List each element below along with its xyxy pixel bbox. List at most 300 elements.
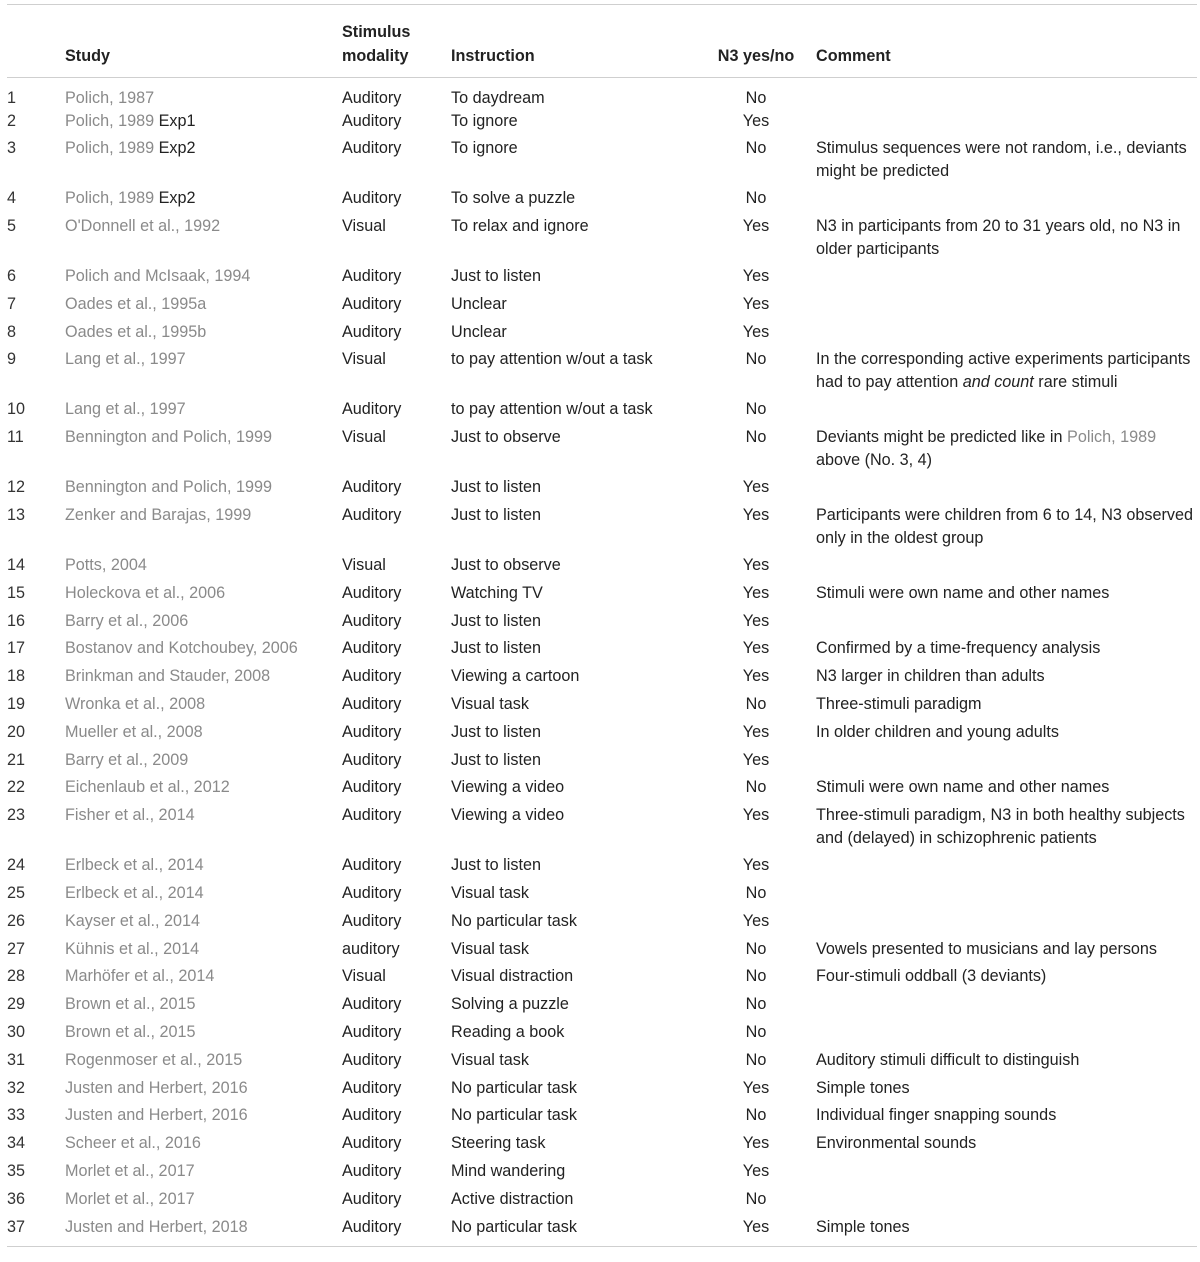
row-number: 31 bbox=[7, 1050, 26, 1069]
n3-cell: Yes bbox=[742, 583, 770, 602]
study-citation-link[interactable]: Eichenlaub et al., 2012 bbox=[65, 778, 230, 797]
comment-cell bbox=[816, 293, 1197, 321]
comment-cell bbox=[816, 582, 1197, 610]
row-number: 23 bbox=[7, 806, 26, 825]
instruction-cell: Viewing a video bbox=[451, 806, 565, 825]
comment-text: N3 in participants from 20 to 31 years old, no N3 in older participants bbox=[816, 217, 1181, 258]
study-citation-link[interactable]: Justen and Herbert, 2016 bbox=[65, 1106, 248, 1125]
header-number bbox=[7, 5, 65, 78]
study-cell bbox=[65, 554, 342, 582]
row-number: 2 bbox=[7, 111, 17, 130]
instruction-cell: Just to listen bbox=[451, 506, 541, 525]
comment-text: In older children and young adults bbox=[816, 722, 1059, 741]
study-cell bbox=[65, 1188, 342, 1216]
row-number: 3 bbox=[7, 139, 17, 158]
instruction-cell: No particular task bbox=[451, 911, 577, 930]
n3-cell: Yes bbox=[742, 611, 770, 630]
table-row bbox=[7, 348, 1197, 398]
instruction-cell: To ignore bbox=[451, 139, 518, 158]
study-cell bbox=[65, 321, 342, 349]
instruction-cell: Just to listen bbox=[451, 856, 541, 875]
table-row bbox=[7, 993, 1197, 1021]
modality-cell: Auditory bbox=[342, 611, 402, 630]
comment-text: Stimuli were own name and other names bbox=[816, 583, 1110, 602]
modality-cell: Auditory bbox=[342, 111, 402, 130]
n3-cell: No bbox=[745, 1106, 767, 1125]
row-number: 20 bbox=[7, 722, 26, 741]
modality-cell: auditory bbox=[342, 939, 400, 958]
n3-cell: Yes bbox=[742, 217, 770, 236]
modality-cell: Auditory bbox=[342, 911, 402, 930]
study-citation-link[interactable]: Barry et al., 2009 bbox=[65, 750, 189, 769]
modality-cell: Auditory bbox=[342, 695, 402, 714]
study-cell bbox=[65, 215, 342, 265]
header-study: Study bbox=[65, 47, 110, 65]
n3-cell: Yes bbox=[742, 911, 770, 930]
table-body bbox=[7, 78, 1197, 1247]
study-citation-link[interactable]: Lang et al., 1997 bbox=[65, 350, 186, 369]
modality-cell: Auditory bbox=[342, 856, 402, 875]
n3-cell: Yes bbox=[742, 1078, 770, 1097]
study-citation-link[interactable]: Bennington and Polich, 1999 bbox=[65, 478, 273, 497]
table-row bbox=[7, 582, 1197, 610]
comment-cell bbox=[816, 693, 1197, 721]
study-cell bbox=[65, 804, 342, 854]
row-number: 22 bbox=[7, 778, 26, 797]
study-citation-link[interactable]: Holeckova et al., 2006 bbox=[65, 583, 226, 602]
row-number: 30 bbox=[7, 1023, 26, 1042]
comment-cell bbox=[816, 215, 1197, 265]
comment-text: Environmental sounds bbox=[816, 1134, 977, 1153]
modality-cell: Auditory bbox=[342, 1134, 402, 1153]
comment-cell bbox=[816, 938, 1197, 966]
study-cell bbox=[65, 993, 342, 1021]
instruction-cell: No particular task bbox=[451, 1078, 577, 1097]
table-row bbox=[7, 265, 1197, 293]
study-citation-link[interactable]: Justen and Herbert, 2016 bbox=[65, 1078, 248, 1097]
comment-text: Stimuli were own name and other names bbox=[816, 778, 1110, 797]
modality-cell: Auditory bbox=[342, 478, 402, 497]
table-row bbox=[7, 293, 1197, 321]
study-citation-link[interactable]: Oades et al., 1995a bbox=[65, 294, 207, 313]
comment-text: Auditory stimuli difficult to distinguish bbox=[816, 1050, 1080, 1069]
n3-cell: Yes bbox=[742, 322, 770, 341]
study-citation-link[interactable]: Brown et al., 2015 bbox=[65, 1023, 196, 1042]
modality-cell: Auditory bbox=[342, 294, 402, 313]
comment-cell bbox=[816, 476, 1197, 504]
study-cell bbox=[65, 1132, 342, 1160]
modality-cell: Auditory bbox=[342, 322, 402, 341]
n3-cell: No bbox=[745, 350, 767, 369]
row-number: 34 bbox=[7, 1134, 26, 1153]
study-citation-link[interactable]: Morlet et al., 2017 bbox=[65, 1189, 195, 1208]
n3-cell: Yes bbox=[742, 478, 770, 497]
instruction-cell: No particular task bbox=[451, 1106, 577, 1125]
instruction-cell: Just to listen bbox=[451, 639, 541, 658]
comment-cell bbox=[816, 1132, 1197, 1160]
row-number: 11 bbox=[7, 428, 24, 447]
table-row bbox=[7, 426, 1197, 476]
study-citation-link[interactable]: O'Donnell et al., 1992 bbox=[65, 217, 221, 236]
comment-text-end: above (No. 3, 4) bbox=[816, 450, 933, 469]
study-cell bbox=[65, 293, 342, 321]
study-citation-link[interactable]: Justen and Herbert, 2018 bbox=[65, 1217, 248, 1236]
comment-cell bbox=[816, 749, 1197, 777]
n3-cell: No bbox=[745, 995, 767, 1014]
row-number: 33 bbox=[7, 1106, 26, 1125]
study-citation-link[interactable]: Zenker and Barajas, 1999 bbox=[65, 506, 252, 525]
comment-cell bbox=[816, 910, 1197, 938]
study-citation-link[interactable]: Polich, 1987 bbox=[65, 89, 155, 107]
comment-text-end: rare stimuli bbox=[1033, 372, 1118, 391]
table-row bbox=[7, 215, 1197, 265]
comment-cell bbox=[816, 348, 1197, 398]
study-citation-link[interactable]: Erlbeck et al., 2014 bbox=[65, 856, 204, 875]
row-number: 37 bbox=[7, 1217, 26, 1236]
study-cell bbox=[65, 965, 342, 993]
comment-cell bbox=[816, 993, 1197, 1021]
comment-cell bbox=[816, 1160, 1197, 1188]
table-row bbox=[7, 637, 1197, 665]
comment-cell bbox=[816, 1216, 1197, 1247]
n3-cell: No bbox=[745, 695, 767, 714]
modality-cell: Auditory bbox=[342, 1023, 402, 1042]
instruction-cell: Just to listen bbox=[451, 722, 541, 741]
header-modality-line1: Stimulus bbox=[342, 23, 411, 41]
comment-text: N3 larger in children than adults bbox=[816, 667, 1045, 686]
table-row bbox=[7, 965, 1197, 993]
instruction-cell: Solving a puzzle bbox=[451, 995, 569, 1014]
instruction-cell: Visual task bbox=[451, 939, 529, 958]
study-citation-link[interactable]: Scheer et al., 2016 bbox=[65, 1134, 201, 1153]
n3-cell: No bbox=[745, 939, 767, 958]
comment-cell bbox=[816, 1077, 1197, 1105]
comment-cell bbox=[816, 854, 1197, 882]
instruction-cell: Viewing a video bbox=[451, 778, 565, 797]
study-experiment-label: Exp2 bbox=[154, 139, 196, 158]
row-number: 12 bbox=[7, 478, 26, 497]
row-number: 27 bbox=[7, 939, 26, 958]
n3-cell: No bbox=[745, 139, 767, 158]
instruction-cell: Just to observe bbox=[451, 428, 561, 447]
study-citation-link[interactable]: Barry et al., 2006 bbox=[65, 611, 189, 630]
row-number: 7 bbox=[7, 294, 17, 313]
table-row bbox=[7, 187, 1197, 215]
study-citation-link[interactable]: Polich, 1989 bbox=[65, 139, 155, 158]
comment-cell bbox=[816, 882, 1197, 910]
study-cell bbox=[65, 1104, 342, 1132]
modality-cell: Auditory bbox=[342, 750, 402, 769]
table-row bbox=[7, 693, 1197, 721]
modality-cell: Auditory bbox=[342, 1189, 402, 1208]
comment-text: Three-stimuli paradigm, N3 in both healthy subjects and (delayed) in schizophrenic patients bbox=[816, 806, 1185, 847]
comment-cell bbox=[816, 776, 1197, 804]
table-row bbox=[7, 554, 1197, 582]
study-cell bbox=[65, 693, 342, 721]
modality-cell: Auditory bbox=[342, 583, 402, 602]
row-number: 9 bbox=[7, 350, 17, 369]
study-cell bbox=[65, 910, 342, 938]
instruction-cell: Visual distraction bbox=[451, 967, 574, 986]
row-number: 16 bbox=[7, 611, 26, 630]
modality-cell: Auditory bbox=[342, 995, 402, 1014]
instruction-cell: Just to listen bbox=[451, 267, 541, 286]
row-number: 35 bbox=[7, 1162, 26, 1181]
study-citation-link[interactable]: Polich, 1989 bbox=[65, 189, 155, 208]
table-row bbox=[7, 854, 1197, 882]
header-comment: Comment bbox=[816, 47, 891, 65]
n3-cell: Yes bbox=[742, 294, 770, 313]
comment-cell bbox=[816, 187, 1197, 215]
table-row bbox=[7, 1049, 1197, 1077]
table-row bbox=[7, 776, 1197, 804]
row-number: 21 bbox=[7, 750, 26, 769]
modality-cell: Auditory bbox=[342, 806, 402, 825]
table-row bbox=[7, 137, 1197, 187]
study-cell bbox=[65, 398, 342, 426]
modality-cell: Auditory bbox=[342, 884, 402, 903]
comment-cell bbox=[816, 1049, 1197, 1077]
n3-cell: Yes bbox=[742, 111, 770, 130]
instruction-cell: Just to listen bbox=[451, 611, 541, 630]
table-row bbox=[7, 910, 1197, 938]
study-cell bbox=[65, 476, 342, 504]
instruction-cell: Visual task bbox=[451, 884, 529, 903]
row-number: 14 bbox=[7, 556, 26, 575]
table-row bbox=[7, 665, 1197, 693]
comment-emphasis: and count bbox=[962, 372, 1034, 391]
table-row bbox=[7, 78, 1197, 110]
modality-cell: Auditory bbox=[342, 1217, 402, 1236]
comment-text: Four-stimuli oddball (3 deviants) bbox=[816, 967, 1047, 986]
row-number: 26 bbox=[7, 911, 26, 930]
table-row bbox=[7, 804, 1197, 854]
modality-cell: Auditory bbox=[342, 667, 402, 686]
row-number: 19 bbox=[7, 695, 26, 714]
study-citation-link[interactable]: Marhöfer et al., 2014 bbox=[65, 967, 215, 986]
row-number: 15 bbox=[7, 583, 26, 602]
row-number: 25 bbox=[7, 884, 26, 903]
table-row bbox=[7, 1104, 1197, 1132]
n3-cell: Yes bbox=[742, 856, 770, 875]
table-row bbox=[7, 398, 1197, 426]
n3-cell: No bbox=[745, 428, 767, 447]
row-number: 6 bbox=[7, 267, 17, 286]
study-cell bbox=[65, 1216, 342, 1247]
header-n3: N3 yes/no bbox=[717, 47, 795, 65]
study-citation-link[interactable]: Polich, 1989 bbox=[65, 111, 155, 130]
n3-cell: No bbox=[745, 778, 767, 797]
instruction-cell: Watching TV bbox=[451, 583, 543, 602]
n3-cell: Yes bbox=[742, 750, 770, 769]
comment-cell bbox=[816, 1021, 1197, 1049]
instruction-cell: Steering task bbox=[451, 1134, 546, 1153]
study-cell bbox=[65, 665, 342, 693]
study-citation-link[interactable]: Polich and McIsaak, 1994 bbox=[65, 267, 251, 286]
study-cell bbox=[65, 938, 342, 966]
comment-text: Deviants might be predicted like in bbox=[816, 428, 1068, 447]
table-row bbox=[7, 1216, 1197, 1247]
modality-cell: Auditory bbox=[342, 400, 402, 419]
modality-cell: Visual bbox=[342, 217, 386, 236]
row-number: 24 bbox=[7, 856, 26, 875]
modality-cell: Auditory bbox=[342, 639, 402, 658]
study-cell bbox=[65, 1077, 342, 1105]
comment-text: In the corresponding active experiments participants had to pay attention bbox=[816, 350, 1191, 391]
modality-cell: Auditory bbox=[342, 1106, 402, 1125]
n3-cell: Yes bbox=[742, 806, 770, 825]
n3-cell: Yes bbox=[742, 1162, 770, 1181]
instruction-cell: Unclear bbox=[451, 294, 507, 313]
n3-cell: Yes bbox=[742, 1134, 770, 1153]
n3-cell: Yes bbox=[742, 667, 770, 686]
modality-cell: Visual bbox=[342, 967, 386, 986]
study-citation-link[interactable]: Bennington and Polich, 1999 bbox=[65, 428, 273, 447]
comment-text: Participants were children from 6 to 14, N3 observed only in the oldest group bbox=[816, 506, 1193, 547]
modality-cell: Auditory bbox=[342, 506, 402, 525]
study-cell bbox=[65, 426, 342, 476]
comment-text: Vowels presented to musicians and lay persons bbox=[816, 939, 1158, 958]
comment-citation-link[interactable]: Polich, 1989 bbox=[1067, 428, 1157, 447]
modality-cell: Auditory bbox=[342, 139, 402, 158]
table-row bbox=[7, 1132, 1197, 1160]
instruction-cell: Viewing a cartoon bbox=[451, 667, 580, 686]
comment-cell bbox=[816, 321, 1197, 349]
study-cell bbox=[65, 854, 342, 882]
table-row bbox=[7, 110, 1197, 138]
header-modality bbox=[342, 5, 451, 78]
comment-cell bbox=[816, 137, 1197, 187]
row-number: 17 bbox=[7, 639, 26, 658]
study-cell bbox=[65, 1021, 342, 1049]
instruction-cell: Reading a book bbox=[451, 1023, 565, 1042]
study-citation-link[interactable]: Wronka et al., 2008 bbox=[65, 695, 206, 714]
study-citation-link[interactable]: Brinkman and Stauder, 2008 bbox=[65, 667, 271, 686]
modality-cell: Auditory bbox=[342, 778, 402, 797]
instruction-cell: To relax and ignore bbox=[451, 217, 589, 236]
study-cell bbox=[65, 187, 342, 215]
study-cell bbox=[65, 637, 342, 665]
study-cell bbox=[65, 348, 342, 398]
study-cell bbox=[65, 1160, 342, 1188]
table-row bbox=[7, 1021, 1197, 1049]
comment-cell bbox=[816, 398, 1197, 426]
table-row bbox=[7, 321, 1197, 349]
study-citation-link[interactable]: Erlbeck et al., 2014 bbox=[65, 884, 204, 903]
comment-cell bbox=[816, 265, 1197, 293]
study-cell bbox=[65, 137, 342, 187]
study-citation-link[interactable]: Bostanov and Kotchoubey, 2006 bbox=[65, 639, 298, 658]
study-cell bbox=[65, 882, 342, 910]
study-citation-link[interactable]: Brown et al., 2015 bbox=[65, 995, 196, 1014]
study-citation-link[interactable]: Mueller et al., 2008 bbox=[65, 722, 203, 741]
row-number: 10 bbox=[7, 400, 26, 419]
comment-cell bbox=[816, 637, 1197, 665]
study-cell bbox=[65, 78, 342, 110]
comment-text: Stimulus sequences were not random, i.e., deviants might be predicted bbox=[816, 139, 1187, 180]
table-row bbox=[7, 749, 1197, 777]
comment-cell bbox=[816, 610, 1197, 638]
instruction-cell: To daydream bbox=[451, 89, 545, 107]
n3-cell: No bbox=[745, 400, 767, 419]
comment-cell bbox=[816, 804, 1197, 854]
table-row bbox=[7, 476, 1197, 504]
row-number: 29 bbox=[7, 995, 26, 1014]
n3-cell: Yes bbox=[742, 506, 770, 525]
study-citation-link[interactable]: Morlet et al., 2017 bbox=[65, 1162, 195, 1181]
header-instruction: Instruction bbox=[451, 47, 535, 65]
study-citation-link[interactable]: Rogenmoser et al., 2015 bbox=[65, 1050, 243, 1069]
modality-cell: Visual bbox=[342, 428, 386, 447]
modality-cell: Visual bbox=[342, 556, 386, 575]
row-number: 36 bbox=[7, 1189, 26, 1208]
table-row bbox=[7, 610, 1197, 638]
study-citation-link[interactable]: Fisher et al., 2014 bbox=[65, 806, 195, 825]
instruction-cell: Visual task bbox=[451, 695, 529, 714]
table-row bbox=[7, 1188, 1197, 1216]
n3-cell: No bbox=[745, 884, 767, 903]
instruction-cell: to pay attention w/out a task bbox=[451, 350, 653, 369]
table-row bbox=[7, 504, 1197, 554]
study-citation-link[interactable]: Oades et al., 1995b bbox=[65, 322, 207, 341]
studies-table bbox=[7, 4, 1197, 1247]
comment-cell bbox=[816, 965, 1197, 993]
table-row bbox=[7, 938, 1197, 966]
study-cell bbox=[65, 610, 342, 638]
table-row bbox=[7, 1160, 1197, 1188]
row-number: 28 bbox=[7, 967, 26, 986]
comment-text: Simple tones bbox=[816, 1217, 910, 1236]
row-number: 8 bbox=[7, 322, 17, 341]
row-number: 18 bbox=[7, 667, 26, 686]
instruction-cell: Just to observe bbox=[451, 556, 561, 575]
study-citation-link[interactable]: Lang et al., 1997 bbox=[65, 400, 186, 419]
modality-cell: Auditory bbox=[342, 1050, 402, 1069]
study-citation-link[interactable]: Kühnis et al., 2014 bbox=[65, 939, 200, 958]
study-cell bbox=[65, 721, 342, 749]
table-header bbox=[7, 5, 1197, 78]
n3-cell: No bbox=[745, 189, 767, 208]
comment-cell bbox=[816, 665, 1197, 693]
table-row bbox=[7, 721, 1197, 749]
study-citation-link[interactable]: Kayser et al., 2014 bbox=[65, 911, 200, 930]
n3-cell: No bbox=[745, 1023, 767, 1042]
comment-text: Three-stimuli paradigm bbox=[816, 695, 982, 714]
instruction-cell: Visual task bbox=[451, 1050, 529, 1069]
comment-cell bbox=[816, 721, 1197, 749]
instruction-cell: To solve a puzzle bbox=[451, 189, 576, 208]
instruction-cell: Active distraction bbox=[451, 1189, 574, 1208]
n3-cell: Yes bbox=[742, 639, 770, 658]
comment-cell bbox=[816, 426, 1197, 476]
row-number: 1 bbox=[7, 89, 17, 107]
table-row bbox=[7, 1077, 1197, 1105]
instruction-cell: Unclear bbox=[451, 322, 507, 341]
comment-text: Simple tones bbox=[816, 1078, 910, 1097]
modality-cell: Auditory bbox=[342, 189, 402, 208]
comment-cell bbox=[816, 110, 1197, 138]
study-citation-link[interactable]: Potts, 2004 bbox=[65, 556, 147, 575]
row-number: 5 bbox=[7, 217, 17, 236]
instruction-cell: To ignore bbox=[451, 111, 518, 130]
comment-cell bbox=[816, 1104, 1197, 1132]
row-number: 32 bbox=[7, 1078, 26, 1097]
comment-cell bbox=[816, 554, 1197, 582]
comment-cell bbox=[816, 78, 1197, 110]
n3-cell: No bbox=[745, 89, 767, 107]
modality-cell: Visual bbox=[342, 350, 386, 369]
header-modality-line2: modality bbox=[342, 47, 409, 65]
